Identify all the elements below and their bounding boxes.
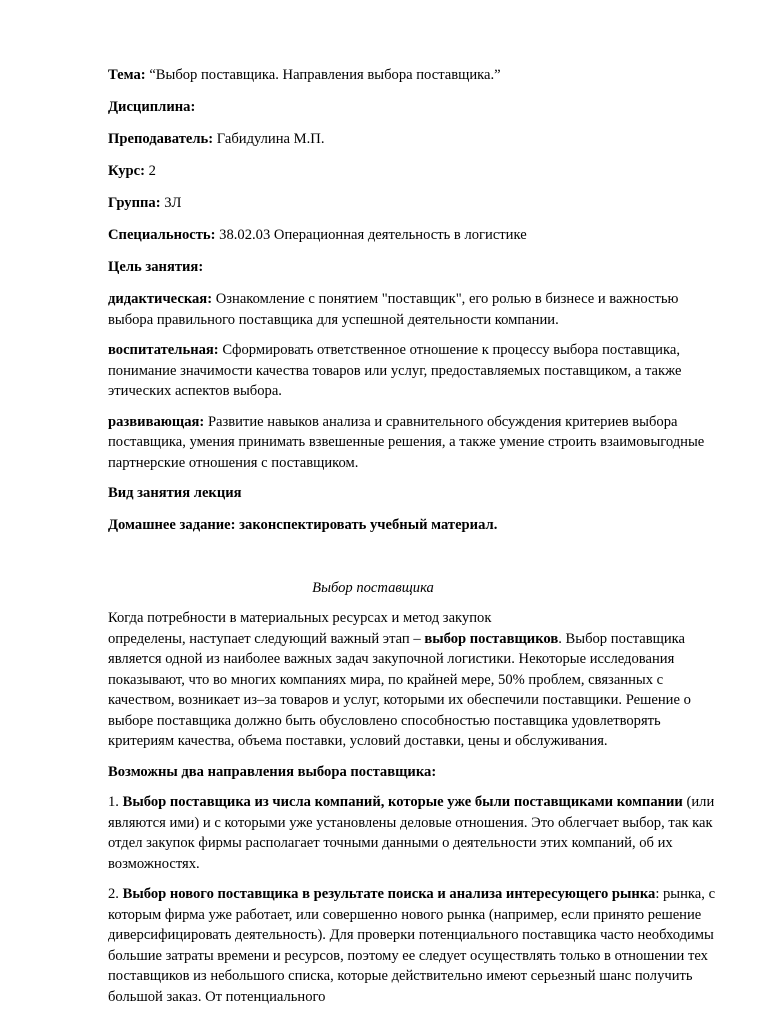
goal-developing-text: Развитие навыков анализа и сравнительного обсуждения критериев выбора поставщика, умения принимать взвешенные решения, а также умение строить взаимовыгодные партнерские отношения с поставщиком. xyxy=(108,413,705,471)
direction-item xyxy=(108,884,718,1007)
goal-heading-text: Цель занятия: xyxy=(108,259,204,275)
discipline-line xyxy=(108,97,718,118)
homework-text: Домашнее задание: законспектировать учебный материал. xyxy=(108,517,498,533)
section-title: Выбор поставщика xyxy=(312,579,434,596)
intro-bold: выбор поставщиков xyxy=(424,630,559,647)
goal-educational xyxy=(108,340,718,402)
intro-line1: Когда потребности в материальных ресурсах и метод закупок xyxy=(108,610,492,626)
intro-before-bold: определены, наступает следующий важный этап – xyxy=(108,630,425,647)
goal-educational-label: воспитательная: xyxy=(108,342,219,358)
teacher-value: Габидулина М.П. xyxy=(216,131,325,147)
discipline-label: Дисциплина: xyxy=(108,99,196,115)
intro-after-bold: . Выбор поставщика является одной из наиболее важных задач закупочной логистики. Некоторые исследования показывают, что во многих компаниях мира, по крайней мере, 50% проблем, связанных с качеством, возникает из–за товаров и услуг, которыми их обеспечили поставщики. Решение о выборе поставщика должно быть обусловлено способностью поставщика удовлетворять критериям качества, объема поставки, условий доставки, цены и обслуживания. xyxy=(108,630,691,749)
goal-didactic xyxy=(108,289,718,330)
direction-bold: Выбор нового поставщика в результате поиска и анализа интересующего рынка xyxy=(122,886,656,902)
specialty-value: 38.02.03 Операционная деятельность в логистике xyxy=(219,227,527,243)
course-value: 2 xyxy=(148,163,156,179)
direction-text: (или являются ими) и с которыми уже установлены деловые отношения. Это облегчает выбор, так как отдел закупок фирмы располагает точными данными о деятельности этих компаний, об их возможностях. xyxy=(108,794,715,872)
goal-didactic-text: Ознакомление с понятием "поставщик", его ролью в бизнесе и важностью выбора правильного поставщика для успешной деятельности компании. xyxy=(108,291,679,328)
topic-value: “Выбор поставщика. Направления выбора поставщика.” xyxy=(149,67,501,83)
lesson-type xyxy=(108,483,718,504)
directions-heading xyxy=(108,762,718,783)
direction-text: : рынка, с которым фирма уже работает, или совершенно нового рынка (например, если принято решение диверсифицировать деятельность). Для проверки потенциального поставщика часто необходимы большие затраты времени и ресурсов, поэтому ее следует осуществлять только в отношении тех поставщиков из небольшого списка, которые действительно имеют серьезный шанс получить большой заказ. От потенциального xyxy=(108,886,716,1005)
goal-developing-label: развивающая: xyxy=(108,413,205,430)
lesson-type-text: Вид занятия лекция xyxy=(108,485,242,501)
course-label: Курс: xyxy=(108,163,145,179)
group-line xyxy=(108,193,718,214)
direction-number: 2. xyxy=(108,886,123,902)
direction-number: 1. xyxy=(108,794,123,810)
specialty-line xyxy=(108,225,718,246)
document-page xyxy=(108,65,718,1017)
direction-bold: Выбор поставщика из числа компаний, которые уже были поставщиками компании xyxy=(122,794,683,810)
goal-educational-text: Сформировать ответственное отношение к процессу выбора поставщика, понимание значимости качества товаров или услуг, предоставляемых поставщиком, а также этических аспектов выбора. xyxy=(108,342,682,399)
homework xyxy=(108,515,718,536)
intro-paragraph xyxy=(108,608,718,752)
group-label: Группа: xyxy=(108,195,161,211)
teacher-label: Преподаватель: xyxy=(108,131,214,147)
directions-heading-text: Возможны два направления выбора поставщика: xyxy=(108,763,437,780)
goal-developing xyxy=(108,412,718,474)
topic-label: Тема: xyxy=(108,67,146,83)
specialty-label: Специальность: xyxy=(108,227,216,243)
goal-heading xyxy=(108,257,718,278)
group-value: 3Л xyxy=(164,195,182,211)
direction-item xyxy=(108,792,718,874)
goal-didactic-label: дидактическая: xyxy=(108,291,213,307)
teacher-line xyxy=(108,129,718,150)
topic-line xyxy=(108,65,718,86)
course-line xyxy=(108,161,718,182)
